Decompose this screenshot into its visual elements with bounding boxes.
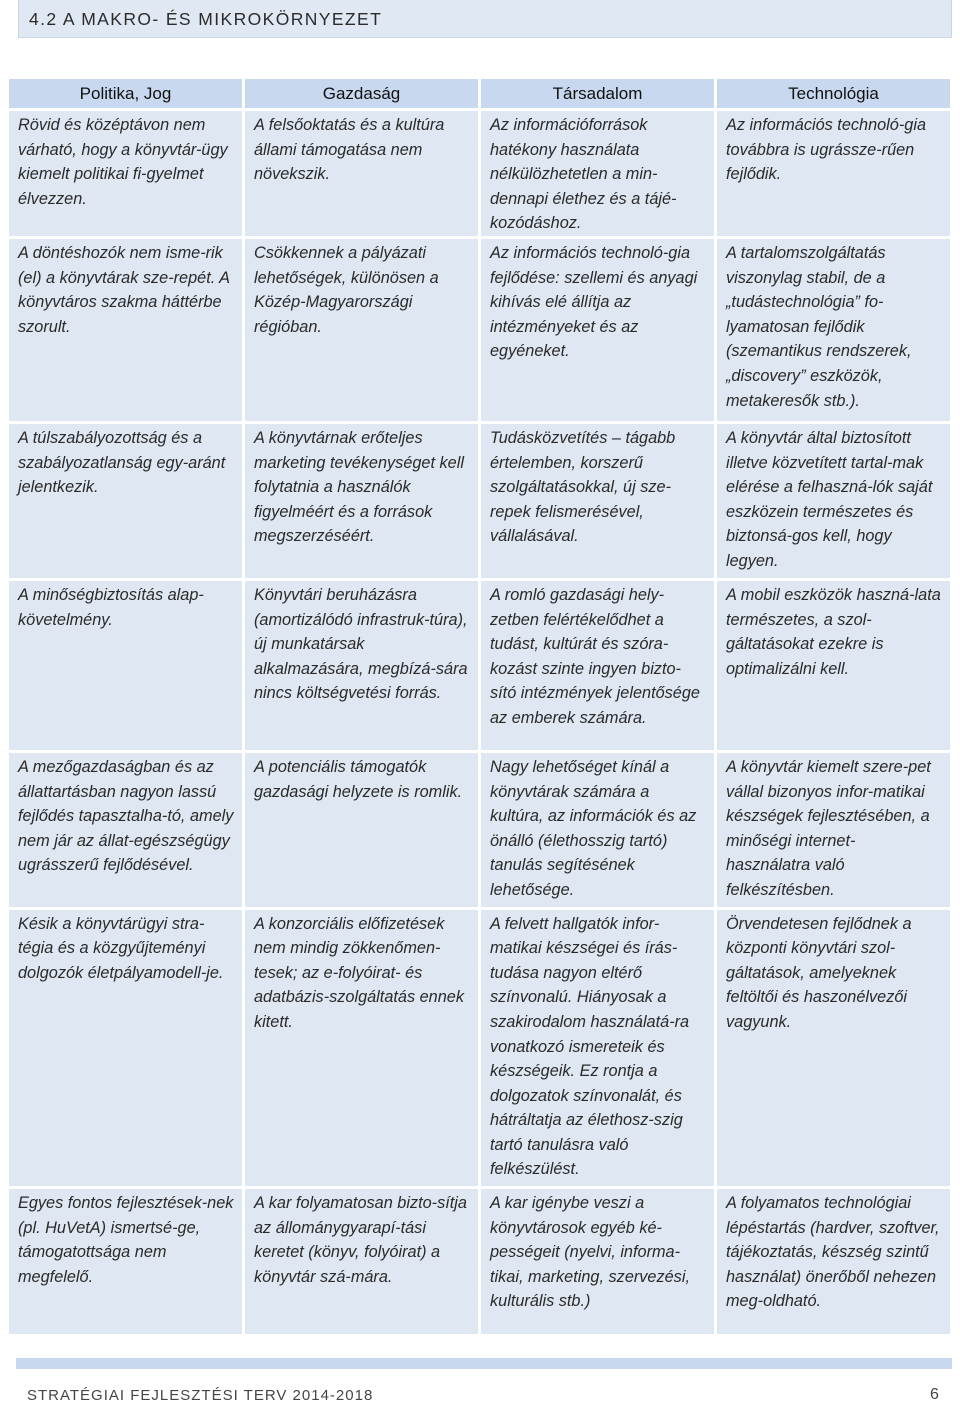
- table-row: [9, 581, 950, 750]
- table-cell: A potenciális támogatók gazdasági helyzete is romlik.: [245, 753, 478, 907]
- table-cell: A mezőgazdaságban és az állattartásban nagyon lassú fejlődés tapasztalha-tó, amely nem jár az állat-egészségügy ugrásszerű fejlődésével.: [9, 753, 242, 907]
- table-cell: A felvett hallgatók infor-matikai készségei és írás-tudása nagyon eltérő színvonalú. Hiányosak a szakirodalom használatá-ra vonatkozó ismereteik és készségeik. Ez rontja a dolgozatok színvonalát, és hátráltatja az élethosz-szig tartó tanulásra való felkészülést.: [481, 910, 714, 1187]
- table-cell: A könyvtár által biztosított illetve közvetített tartal-mak elérése a felhaszná-lók saját eszközein természetes és biztonsá-gos kell, hogy legyen.: [717, 424, 950, 578]
- table-row: [9, 1189, 950, 1334]
- column-header-politika: Politika, Jog: [9, 79, 242, 108]
- table-header-row: [9, 79, 950, 108]
- table-cell: A könyvtárnak erőteljes marketing tevékenységet kell folytatnia a használók figyelméért és a források megszerzéséért.: [245, 424, 478, 578]
- column-header-gazdasag: Gazdaság: [245, 79, 478, 108]
- footer-divider: [16, 1358, 952, 1369]
- table-row: [9, 239, 950, 421]
- table-cell: A kar igénybe veszi a könyvtárosok egyéb ké-pességeit (nyelvi, informa-tikai, marketing, szervezési, kulturális stb.): [481, 1189, 714, 1334]
- table-cell: A túlszabályozottság és a szabályozatlanság egy-aránt jelentkezik.: [9, 424, 242, 578]
- table-cell: Az információforrások hatékony használata nélkülözhetetlen a min-dennapi élethez és a tájé-kozódáshoz.: [481, 111, 714, 236]
- table-cell: A konzorciális előfizetések nem mindig zökkenőmen-tesek; az e-folyóirat- és adatbázis-szolgáltatás ennek kitett.: [245, 910, 478, 1187]
- table-cell: A tartalomszolgáltatás viszonylag stabil, de a „tudástechnológia” fo-lyamatosan fejlődik (szemantikus rendszerek, „discovery” eszközök, metakeresők stb.).: [717, 239, 950, 421]
- column-header-tarsadalom: Társadalom: [481, 79, 714, 108]
- page-number: 6: [930, 1386, 939, 1403]
- section-title: 4.2 A MAKRO- ÉS MIKROKÖRNYEZET: [29, 9, 383, 29]
- table-cell: Késik a könyvtárügyi stra-tégia és a közgyűjteményi dolgozók életpályamodell-je.: [9, 910, 242, 1187]
- table-cell: Csökkennek a pályázati lehetőségek, különösen a Közép-Magyarországi régióban.: [245, 239, 478, 421]
- column-header-technologia: Technológia: [717, 79, 950, 108]
- table-cell: A minőségbiztosítás alap-követelmény.: [9, 581, 242, 750]
- table-cell: A döntéshozók nem isme-rik (el) a könyvtárak sze-repét. A könyvtáros szakma háttérbe szorult.: [9, 239, 242, 421]
- table-cell: A felsőoktatás és a kultúra állami támogatása nem növekszik.: [245, 111, 478, 236]
- table-cell: Könyvtári beruházásra (amortizálódó infrastruk-túra), új munkatársak alkalmazására, megbízá-sára nincs költségvetési forrás.: [245, 581, 478, 750]
- footer-document-title: STRATÉGIAI FEJLESZTÉSI TERV 2014-2018: [27, 1387, 374, 1404]
- table-cell: A kar folyamatosan bizto-sítja az állománygyarapí-tási keretet (könyv, folyóirat) a könyvtár szá-mára.: [245, 1189, 478, 1334]
- table-cell: A romló gazdasági hely-zetben felértékelődhet a tudást, kultúrát és szóra-kozást szinte ingyen bizto-sító intézmények jelentősége az emberek számára.: [481, 581, 714, 750]
- table-cell: A folyamatos technológiai lépéstartás (hardver, szoftver, tájékoztatás, készség szintű használat) önerőből nehezen meg-oldható.: [717, 1189, 950, 1334]
- table-row: [9, 111, 950, 236]
- table-cell: Nagy lehetőséget kínál a könyvtárak számára a kultúra, az információk és az önálló (élethosszig tartó) tanulás segítésének lehetősége.: [481, 753, 714, 907]
- section-header: [18, 0, 952, 38]
- table-cell: Egyes fontos fejlesztések-nek (pl. HuVetA) ismertsé-ge, támogatottsága nem megfelelő.: [9, 1189, 242, 1334]
- table-cell: A mobil eszközök haszná-lata természetes, a szol-gáltatásokat ezekre is optimalizálni kell.: [717, 581, 950, 750]
- table-cell: Az információs technoló-gia fejlődése: szellemi és anyagi kihívás elé állítja az intézményeket és az egyéneket.: [481, 239, 714, 421]
- table-cell: Az információs technoló-gia továbbra is ugrássze-rűen fejlődik.: [717, 111, 950, 236]
- table-row: [9, 424, 950, 578]
- table-cell: Tudásközvetítés – tágabb értelemben, korszerű szolgáltatásokkal, új sze-repek felismerésével, vállalásával.: [481, 424, 714, 578]
- table-row: [9, 753, 950, 907]
- table-cell: Örvendetesen fejlődnek a központi könyvtári szol-gáltatások, amelyeknek feltöltői és haszonélvezői vagyunk.: [717, 910, 950, 1187]
- table-cell: Rövid és középtávon nem várható, hogy a könyvtár-ügy kiemelt politikai fi-gyelmet élvezzen.: [9, 111, 242, 236]
- table-row: [9, 910, 950, 1187]
- table-cell: A könyvtár kiemelt szere-pet vállal bizonyos infor-matikai készségek fejlesztésében, a minőségi internet- használatra való felkészítésben.: [717, 753, 950, 907]
- pest-table: [6, 76, 953, 1337]
